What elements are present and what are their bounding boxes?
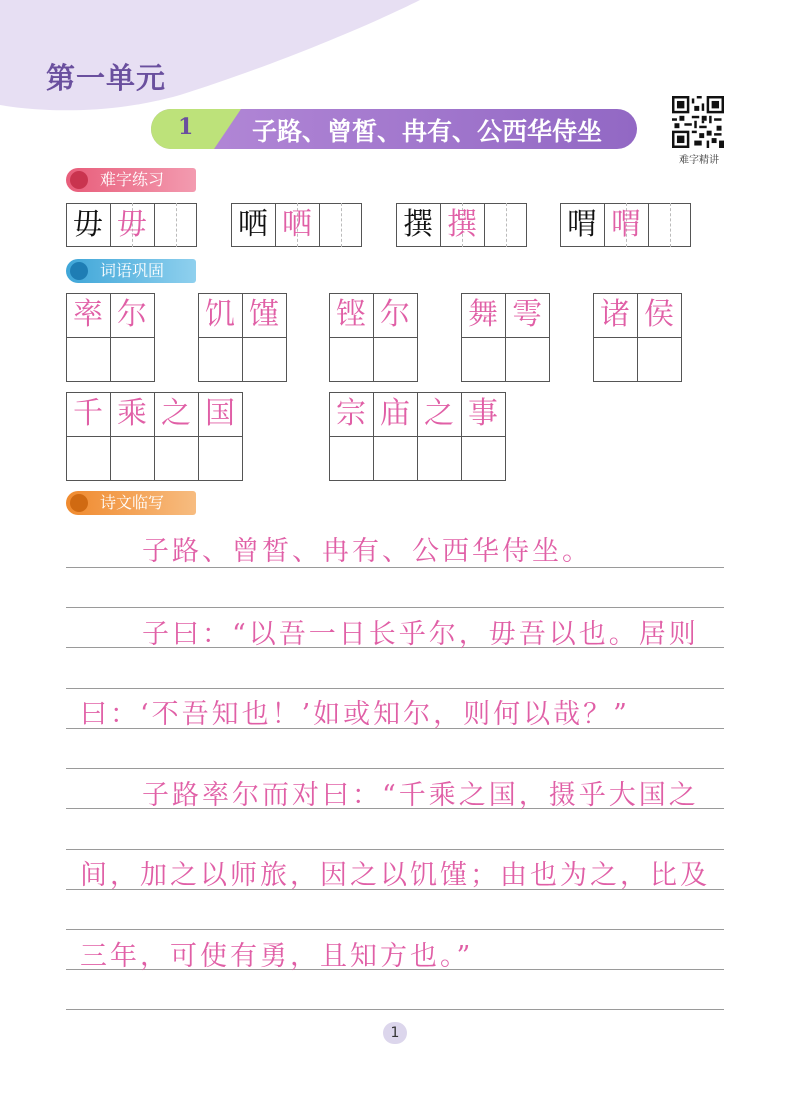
poem-line: 子路率尔而对曰：“千乘之国，摄乎大国之: [142, 780, 699, 811]
hard-char: 撰: [403, 207, 433, 242]
grid-guide: [341, 203, 342, 247]
vocab-char: 铿: [336, 297, 366, 332]
section-label-hard-chars: 难字练习: [66, 168, 196, 192]
section-label-poem: 诗文临写: [66, 491, 196, 515]
poem-line: 曰：‘不吾知也！’如或知尔，则何以哉？”: [80, 699, 630, 730]
grid-divider: [319, 203, 320, 247]
hard-char-trace: 哂: [282, 207, 312, 242]
lesson-title: 子路、曾皙、冉有、公西华侍坐: [252, 117, 603, 146]
grid-divider: [154, 203, 155, 247]
vocab-char: 国: [205, 396, 235, 431]
section-label-vocab: 词语巩固: [66, 259, 196, 283]
pen-icon: [70, 171, 88, 189]
poem-line: 子曰：“以吾一日长乎尔，毋吾以也。居则: [142, 619, 699, 650]
grid-guide: [506, 203, 507, 247]
vocab-char: 事: [468, 396, 498, 431]
vocab-char: 雩: [512, 297, 542, 332]
qr-caption: 难字精讲: [679, 155, 719, 166]
poem-line: 三年，可使有勇，且知方也。”: [80, 941, 474, 972]
vocab-char: 之: [424, 396, 454, 431]
lesson-number: 1: [178, 114, 194, 140]
vocab-char: 宗: [336, 396, 366, 431]
poem-line: 子路、曾皙、冉有、公西华侍坐。: [142, 536, 592, 567]
vocab-char: 侯: [644, 297, 674, 332]
ruled-line: [66, 607, 724, 608]
ruled-line: [66, 849, 724, 850]
hard-char-trace: 毋: [117, 207, 147, 242]
vocab-char: 之: [161, 396, 191, 431]
pen-icon: [70, 494, 88, 512]
grid-divider: [648, 203, 649, 247]
grid-guide: [176, 203, 177, 247]
hard-char: 毋: [73, 207, 103, 242]
hard-char-trace: 喟: [611, 207, 641, 242]
hard-char: 喟: [567, 207, 597, 242]
page-number: 1: [383, 1022, 407, 1044]
vocab-char: 舞: [468, 297, 498, 332]
vocab-char: 乘: [117, 396, 147, 431]
hard-char-trace: 撰: [447, 207, 477, 242]
vocab-char: 馑: [249, 297, 279, 332]
ruled-line: [66, 929, 724, 930]
ruled-line: [66, 768, 724, 769]
pen-icon: [70, 262, 88, 280]
vocab-char: 诸: [600, 297, 630, 332]
grid-divider: [484, 203, 485, 247]
vocab-char: 尔: [380, 297, 410, 332]
ruled-line: [66, 688, 724, 689]
vocab-char: 饥: [205, 297, 235, 332]
hard-char: 哂: [238, 207, 268, 242]
ruled-line: [66, 1009, 724, 1010]
poem-line: 间，加之以师旅，因之以饥馑；由也为之，比及: [80, 860, 710, 891]
vocab-char: 庙: [380, 396, 410, 431]
vocab-char: 尔: [117, 297, 147, 332]
vocab-char: 千: [73, 396, 103, 431]
qr-code-icon[interactable]: [672, 96, 724, 148]
unit-title: 第一单元: [46, 61, 167, 95]
vocab-char: 率: [73, 297, 103, 332]
grid-guide: [670, 203, 671, 247]
